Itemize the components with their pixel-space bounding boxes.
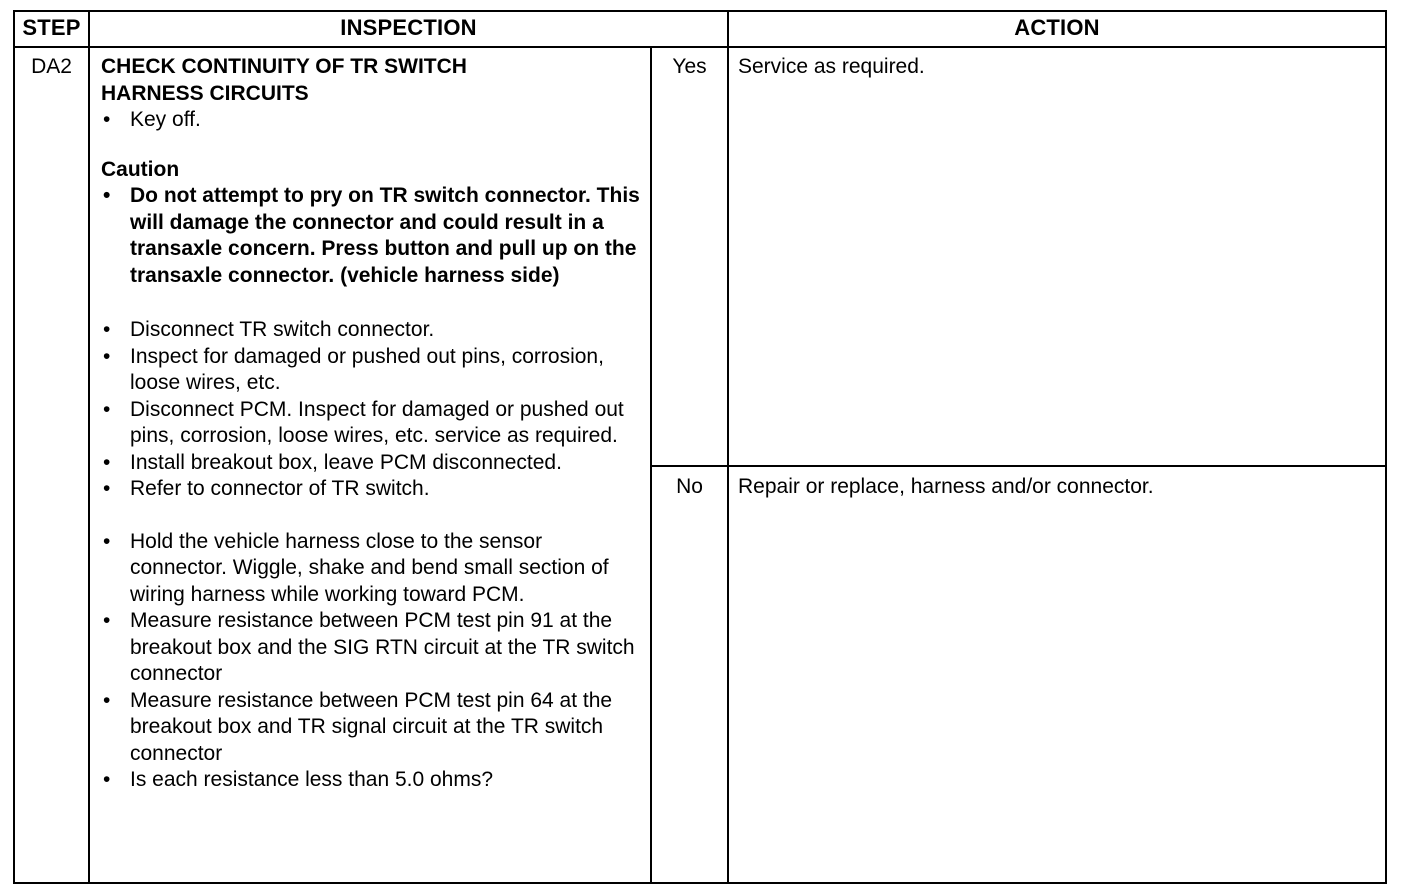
table-bottom-border bbox=[13, 882, 1387, 884]
inspection-title bbox=[101, 54, 641, 107]
caution-list bbox=[101, 183, 641, 289]
list-item-text: Inspect for damaged or pushed out pins, corrosion, loose wires, etc. bbox=[130, 344, 604, 394]
list-item-text: Install breakout box, leave PCM disconnected. bbox=[130, 450, 562, 474]
header-inspection: INSPECTION bbox=[340, 15, 477, 40]
bullet-list-measure bbox=[101, 529, 641, 794]
list-item bbox=[101, 183, 641, 289]
inspection-title-line-2: HARNESS CIRCUITS bbox=[101, 81, 309, 105]
list-item bbox=[101, 450, 641, 477]
step-id: DA2 bbox=[31, 55, 72, 78]
bullet-icon: • bbox=[103, 768, 111, 791]
step-column-border bbox=[88, 10, 90, 884]
list-item-text: Disconnect PCM. Inspect for damaged or pushed out pins, corrosion, loose wires, etc. service as required. bbox=[130, 397, 624, 447]
list-item-text: Is each resistance less than 5.0 ohms? bbox=[130, 768, 494, 791]
header-action: ACTION bbox=[1014, 15, 1100, 40]
bullet-icon: • bbox=[103, 609, 111, 632]
answer-column-border bbox=[650, 46, 652, 884]
inspection-cell bbox=[101, 54, 641, 794]
table-left-border bbox=[13, 10, 15, 884]
list-item bbox=[101, 344, 641, 397]
list-item-text: Hold the vehicle harness close to the sensor connector. Wiggle, shake and bend small section of wiring harness while working toward PCM. bbox=[130, 529, 609, 606]
list-item bbox=[101, 476, 641, 503]
list-item bbox=[101, 397, 641, 450]
action-column-border bbox=[727, 10, 729, 884]
answer-yes: Yes bbox=[672, 55, 707, 78]
bullet-icon: • bbox=[103, 184, 111, 207]
list-item-text: Disconnect TR switch connector. bbox=[130, 318, 435, 341]
list-item bbox=[101, 529, 641, 609]
list-item-text: Measure resistance between PCM test pin 64 at the breakout box and TR signal circuit at the TR switch connector bbox=[130, 688, 613, 765]
list-item bbox=[101, 767, 641, 794]
table-right-border bbox=[1385, 10, 1387, 884]
action-yes: Service as required. bbox=[738, 55, 925, 78]
answer-no: No bbox=[676, 475, 703, 498]
list-item-text: Do not attempt to pry on TR switch connector. This will damage the connector and could result in a transaxle concern. Press button and pull up on the transaxle connector. (vehicle harness side) bbox=[130, 184, 640, 287]
list-item bbox=[101, 608, 641, 688]
list-item bbox=[101, 107, 641, 134]
inspection-title-line-1: CHECK CONTINUITY OF TR SWITCH bbox=[101, 55, 467, 78]
list-item-text: Refer to connector of TR switch. bbox=[130, 477, 430, 500]
action-no: Repair or replace, harness and/or connector. bbox=[738, 475, 1154, 498]
list-item bbox=[101, 688, 641, 768]
bullet-icon: • bbox=[103, 108, 111, 131]
bullet-icon: • bbox=[103, 344, 111, 368]
bullet-icon: • bbox=[103, 450, 111, 474]
header-step: STEP bbox=[22, 15, 81, 40]
list-item-text: Measure resistance between PCM test pin 91 at the breakout box and the SIG RTN circuit at the TR switch connector bbox=[130, 609, 635, 685]
bullet-icon: • bbox=[103, 318, 111, 341]
bullet-icon: • bbox=[103, 397, 111, 421]
table-top-border bbox=[13, 10, 1387, 12]
bullet-list-connectors bbox=[101, 317, 641, 503]
bullet-list-key bbox=[101, 107, 641, 134]
bullet-icon: • bbox=[103, 477, 111, 500]
caution-heading: Caution bbox=[101, 157, 180, 181]
header-bottom-border bbox=[13, 46, 1387, 48]
bullet-icon: • bbox=[103, 688, 111, 712]
list-item-text: Key off. bbox=[130, 108, 201, 131]
yes-no-divider bbox=[650, 465, 1387, 467]
list-item bbox=[101, 317, 641, 344]
bullet-icon: • bbox=[103, 529, 111, 553]
